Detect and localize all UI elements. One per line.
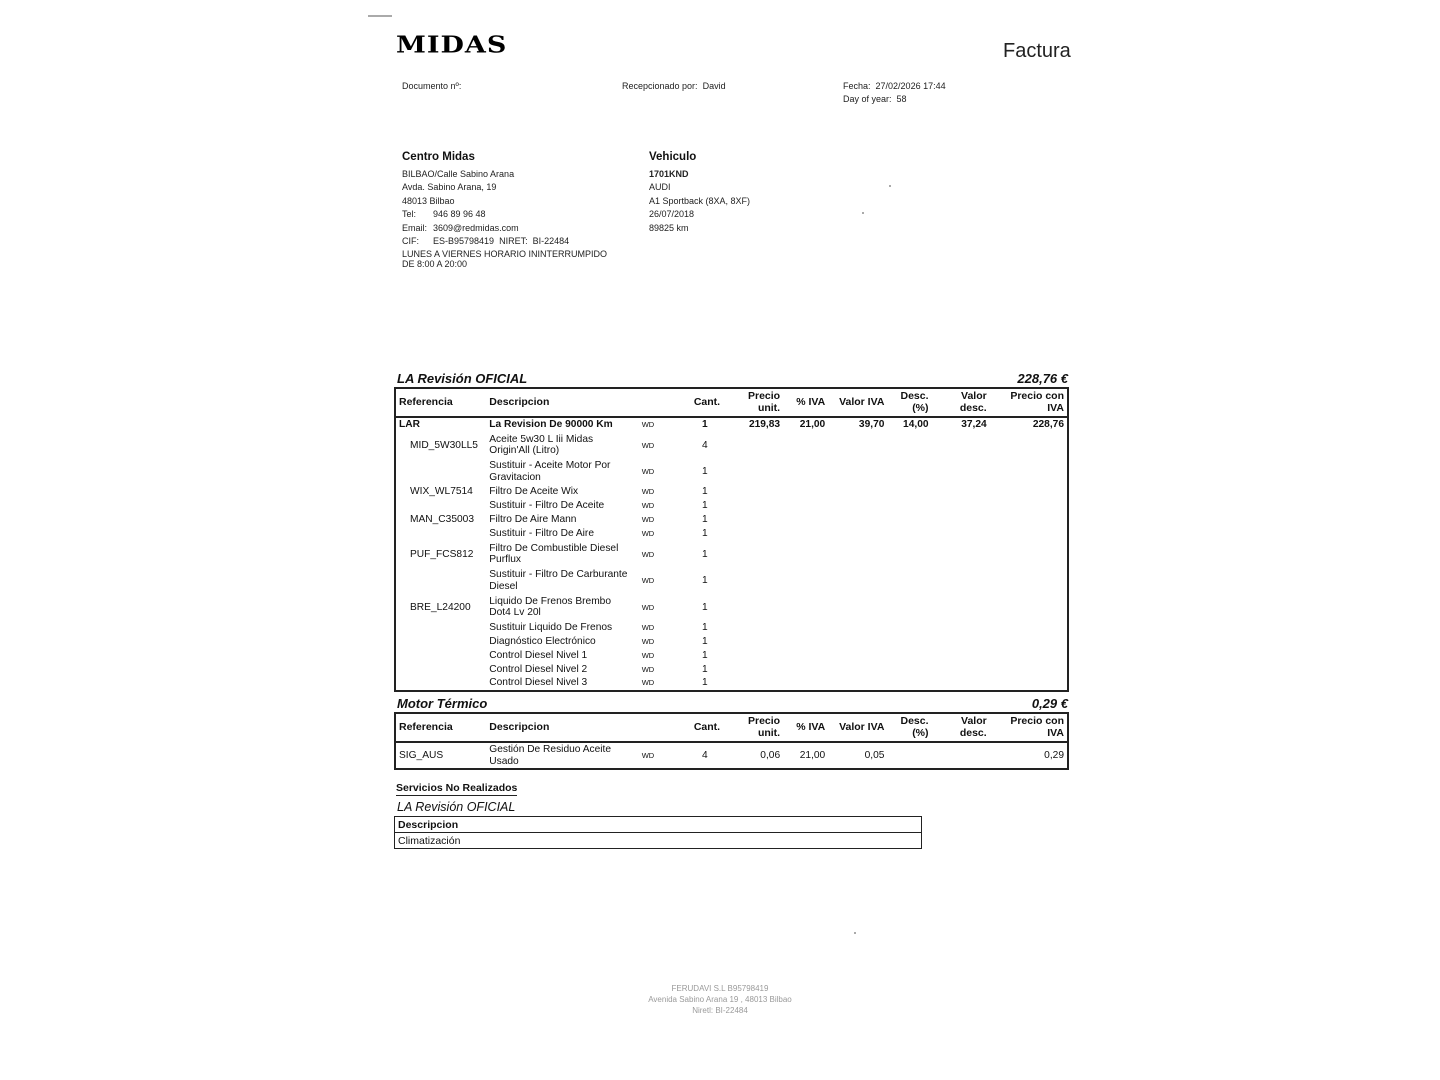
table-row: [395, 513, 1068, 527]
section1-table: [394, 387, 1069, 692]
row-empty-cell: [990, 527, 1068, 541]
day-value: 58: [896, 94, 907, 105]
row-desc: Aceite 5w30 L Iii Midas Origin'All (Litro): [489, 433, 594, 457]
row-empty-cell: [828, 621, 887, 635]
recepcionado-field: [622, 80, 726, 93]
row-empty-cell: [719, 635, 783, 649]
row-empty-cell: [828, 663, 887, 677]
row-empty-cell: [719, 499, 783, 513]
row-empty-cell: [990, 594, 1068, 621]
table-row: [395, 485, 1068, 499]
row-empty-cell: [783, 541, 828, 568]
row-empty-cell: [887, 432, 931, 459]
row-cant: 1: [702, 486, 708, 498]
row-empty-cell: [719, 459, 783, 486]
cif-label: CIF:: [402, 236, 419, 247]
main-desc: La Revision De 90000 Km: [489, 419, 613, 431]
row-desc: Diagnóstico Electrónico: [489, 635, 596, 647]
row-empty-cell: [990, 568, 1068, 595]
row-wd: WD: [641, 664, 655, 674]
main-valor-desc: 37,24: [961, 419, 987, 431]
row-ref: [395, 499, 486, 513]
row-ref: BRE_L24200: [410, 601, 471, 613]
row-empty-cell: [783, 594, 828, 621]
row-empty-cell: [887, 649, 931, 663]
recepcionado-value: David: [702, 81, 726, 91]
row-empty-cell: [828, 635, 887, 649]
footer-line2: Avenida Sabino Arana 19 , 48013 Bilbao: [648, 995, 792, 1004]
row-empty-cell: [719, 649, 783, 663]
main-iva: 21,00: [799, 419, 826, 431]
horario-1: LUNES A VIERNES HORARIO ININTERRUMPIDO: [402, 249, 608, 260]
col-valor-iva: Valor IVA: [828, 388, 887, 417]
row-desc: Control Diesel Nivel 2: [489, 663, 588, 675]
table-row: [395, 527, 1068, 541]
row-desc: Sustituir - Filtro De Carburante Diesel: [489, 569, 628, 592]
table-row: [395, 649, 1068, 663]
row-empty-cell: [887, 459, 931, 486]
col-precio-con-iva: Precio con IVA: [990, 388, 1068, 417]
email-label: Email:: [402, 222, 428, 233]
col-cant: Cant.: [691, 713, 719, 742]
row-wd: WD: [641, 440, 655, 450]
row-empty-cell: [887, 677, 931, 691]
row-empty-cell: [887, 513, 931, 527]
row-desc: Sustituir Liquido De Frenos: [489, 621, 613, 633]
footer: [600, 983, 840, 1016]
niret-value: BI-22484: [532, 236, 570, 247]
table-row: [395, 621, 1068, 635]
row-precio: 0,06: [760, 749, 781, 761]
col-iva: % IVA: [783, 388, 828, 417]
row-cant: 1: [702, 500, 708, 512]
col-precio: Precio unit.: [719, 713, 783, 742]
row-empty-cell: [990, 621, 1068, 635]
row-pciva: 0,29: [1044, 749, 1064, 761]
scan-speck: [854, 932, 856, 934]
documento-field: [402, 80, 461, 93]
row-empty-cell: [932, 527, 990, 541]
col-descripcion: Descripcion: [486, 713, 638, 742]
row-wd: WD: [641, 678, 655, 688]
row-empty-cell: [783, 459, 828, 486]
row-wd: WD: [641, 549, 655, 559]
row-empty-cell: [887, 568, 931, 595]
col-cant: Cant.: [691, 388, 719, 417]
table-row: [395, 635, 1068, 649]
row-empty-cell: [828, 485, 887, 499]
documento-label: Documento nº:: [402, 81, 462, 91]
main-pciva: 228,76: [1032, 419, 1064, 431]
row-desc: Sustituir - Filtro De Aceite: [489, 500, 605, 512]
row-empty-cell: [887, 499, 931, 513]
row-ref: [395, 663, 486, 677]
no-realizados-header-row: [395, 817, 922, 833]
tel-value: 946 89 96 48: [433, 209, 486, 220]
row-empty-cell: [932, 677, 990, 691]
table-row: [395, 499, 1068, 513]
main-wd: WD: [641, 420, 655, 430]
row-empty-cell: [719, 541, 783, 568]
table-row: [395, 677, 1068, 691]
niret-label: NIRET:: [499, 236, 528, 247]
section1-title: LA Revisión OFICIAL: [397, 371, 528, 386]
row-empty-cell: [932, 594, 990, 621]
row-empty-cell: [932, 513, 990, 527]
vehiculo-details: [649, 168, 750, 235]
row-empty-cell: [932, 541, 990, 568]
table-row: [395, 663, 1068, 677]
main-ref: LAR: [399, 419, 420, 431]
midas-logo: MIDAS: [396, 32, 508, 59]
centro-line1: BILBAO/Calle Sabino Arana: [402, 169, 515, 179]
no-realizados-subtitle: LA Revisión OFICIAL: [397, 800, 516, 814]
row-iva: 21,00: [799, 749, 826, 761]
row-empty-cell: [828, 594, 887, 621]
vehiculo-fecha: 26/07/2018: [649, 209, 695, 220]
col-precio: Precio unit.: [719, 388, 783, 417]
row-empty-cell: [990, 485, 1068, 499]
table-row: [395, 833, 922, 849]
row-empty-cell: [990, 649, 1068, 663]
section1-header-row: [395, 388, 1068, 417]
day-label: Day of year:: [843, 94, 892, 105]
row-cant: 1: [702, 575, 708, 586]
row-desc: Filtro De Combustible Diesel Purflux: [489, 542, 619, 566]
row-cant: 1: [702, 635, 708, 647]
row-empty-cell: [783, 621, 828, 635]
row-ref: [395, 621, 486, 635]
fecha-value: 27/02/2026 17:44: [875, 81, 946, 91]
col-precio-con-iva: Precio con IVA: [990, 713, 1068, 742]
row-valor-iva: 0,05: [864, 749, 885, 761]
row-empty-cell: [783, 663, 828, 677]
col-valor-iva: Valor IVA: [828, 713, 887, 742]
row-empty-cell: [932, 485, 990, 499]
main-precio: 219,83: [748, 419, 781, 431]
row-cant: 1: [702, 601, 708, 613]
row-empty-cell: [719, 621, 783, 635]
row-empty-cell: [990, 459, 1068, 486]
row-ref: PUF_FCS812: [410, 548, 474, 560]
row-ref: [395, 677, 486, 691]
main-desc-pct: 14,00: [903, 419, 929, 431]
row-empty-cell: [783, 649, 828, 663]
col-valor-desc: Valor desc.: [932, 713, 990, 742]
row-wd: WD: [641, 487, 655, 497]
row-desc: Control Diesel Nivel 3: [489, 677, 588, 689]
email-value: 3609@redmidas.com: [433, 222, 519, 233]
row-empty-cell: [783, 485, 828, 499]
vehiculo-marca: AUDI: [649, 182, 671, 193]
col-desc: Desc. (%): [887, 713, 931, 742]
no-realizados-title: Servicios No Realizados: [396, 782, 518, 794]
row-ref: SIG_AUS: [399, 749, 444, 761]
row-empty-cell: [719, 485, 783, 499]
col-referencia: Referencia: [395, 388, 486, 417]
horario-2: DE 8:00 A 20:00: [402, 259, 468, 270]
row-empty-cell: [887, 541, 931, 568]
table-row: [395, 594, 1068, 621]
col-desc: Desc. (%): [887, 388, 931, 417]
row-ref: [395, 649, 486, 663]
main-cant: 1: [702, 419, 708, 431]
vehiculo-title: Vehiculo: [649, 151, 697, 163]
col-referencia: Referencia: [395, 713, 486, 742]
row-ref: MAN_C35003: [410, 514, 474, 526]
col-wd: [639, 388, 691, 417]
row-ref: MID_5W30LL5: [410, 439, 478, 451]
row-desc: Filtro De Aceite Wix: [489, 486, 579, 498]
row-ref: [395, 459, 486, 486]
row-cant: 1: [702, 663, 708, 675]
row-empty-cell: [828, 499, 887, 513]
footer-line1: FERUDAVI S.L B95798419: [671, 984, 769, 993]
row-empty-cell: [932, 568, 990, 595]
row-desc: Filtro De Aire Mann: [489, 514, 577, 526]
row-wd: WD: [641, 622, 655, 632]
row-empty-cell: [990, 499, 1068, 513]
row-cant: 1: [702, 528, 708, 540]
recepcionado-label: Recepcionado por:: [622, 81, 698, 91]
row-empty-cell: [783, 527, 828, 541]
section2-title: Motor Térmico: [397, 696, 488, 711]
row-empty-cell: [828, 677, 887, 691]
row-empty-cell: [783, 677, 828, 691]
section2-header-row: [395, 713, 1068, 742]
centro-line3: 48013 Bilbao: [402, 195, 455, 206]
row-ref: [395, 635, 486, 649]
row-empty-cell: [932, 459, 990, 486]
scan-speck: [862, 212, 864, 214]
row-empty-cell: [719, 513, 783, 527]
row-empty-cell: [990, 432, 1068, 459]
row-empty-cell: [990, 513, 1068, 527]
row-wd: WD: [641, 501, 655, 511]
row-empty-cell: [990, 677, 1068, 691]
row-empty-cell: [932, 649, 990, 663]
fecha-block: [843, 80, 946, 107]
row-empty-cell: [828, 649, 887, 663]
col-wd: [639, 713, 691, 742]
col-iva: % IVA: [783, 713, 828, 742]
section2-total: 0,29 €: [1031, 696, 1068, 711]
row-empty-cell: [887, 663, 931, 677]
row-cant: 1: [702, 649, 708, 661]
row-ref: [395, 568, 486, 595]
row-empty-cell: [719, 677, 783, 691]
row-empty-cell: [828, 527, 887, 541]
table-row: [395, 459, 1068, 486]
vehiculo-modelo: A1 Sportback (8XA, 8XF): [649, 195, 751, 206]
section1-total: 228,76 €: [1017, 371, 1068, 386]
row-empty-cell: [783, 499, 828, 513]
scan-speck: [889, 185, 891, 187]
fecha-label: Fecha:: [843, 81, 871, 91]
row-empty-cell: [783, 432, 828, 459]
row-empty-cell: [932, 635, 990, 649]
row-empty-cell: [887, 594, 931, 621]
row-wd: WD: [641, 515, 655, 525]
row-empty-cell: [932, 663, 990, 677]
section2-table: [394, 712, 1069, 770]
row-empty-cell: [887, 485, 931, 499]
row-wd: WD: [641, 750, 655, 760]
row-empty-cell: [828, 432, 887, 459]
row-empty-cell: [990, 541, 1068, 568]
table-row: [395, 541, 1068, 568]
row-desc: Control Diesel Nivel 1: [489, 649, 588, 661]
row-wd: WD: [641, 602, 655, 612]
footer-line3: Niretl: BI-22484: [692, 1006, 748, 1015]
row-empty-cell: [887, 635, 931, 649]
row-desc: Sustituir - Aceite Motor Por Gravitacion: [489, 460, 611, 483]
row-empty-cell: [719, 527, 783, 541]
centro-line2: Avda. Sabino Arana, 19: [402, 182, 497, 193]
row-cant: 1: [702, 514, 708, 526]
row-empty-cell: [990, 663, 1068, 677]
row-empty-cell: [828, 568, 887, 595]
row-empty-cell: [990, 635, 1068, 649]
row-empty-cell: [887, 527, 931, 541]
no-realizados-table: [394, 816, 922, 849]
row-empty-cell: [887, 621, 931, 635]
table-row: [395, 568, 1068, 595]
row-wd: WD: [641, 467, 655, 476]
row-empty-cell: [932, 621, 990, 635]
row-cant: 4: [702, 749, 708, 761]
row-empty-cell: [828, 459, 887, 486]
row-desc: Liquido De Frenos Brembo Dot4 Lv 20l: [489, 595, 612, 619]
row-empty-cell: [828, 541, 887, 568]
vehiculo-km: 89825 km: [649, 222, 689, 233]
document-title: Factura: [1003, 40, 1071, 62]
row-empty-cell: [932, 432, 990, 459]
table-row: [395, 432, 1068, 459]
scan-mark: [368, 15, 392, 17]
row-empty-cell: [932, 499, 990, 513]
no-realizados-header: Descripcion: [395, 817, 922, 833]
row-wd: WD: [641, 576, 655, 585]
row-cant: 4: [702, 439, 708, 451]
row-cant: 1: [702, 677, 708, 689]
centro-title: Centro Midas: [402, 151, 475, 163]
row-empty-cell: [783, 635, 828, 649]
row-empty-cell: [719, 594, 783, 621]
row-valor-desc: [932, 742, 990, 769]
row-wd: WD: [641, 636, 655, 646]
row-cant: 1: [702, 621, 708, 633]
row-empty-cell: [719, 432, 783, 459]
col-descripcion: Descripcion: [486, 388, 638, 417]
row-wd: WD: [641, 529, 655, 539]
row-ref: [395, 527, 486, 541]
table-row: [395, 742, 1068, 769]
row-empty-cell: [719, 568, 783, 595]
row-cant: 1: [702, 466, 708, 477]
row-desc: Sustituir - Filtro De Aire: [489, 528, 594, 540]
row-cant: 1: [702, 548, 708, 560]
row-empty-cell: [783, 568, 828, 595]
row-desc: Gestión De Residuo Aceite Usado: [489, 744, 612, 767]
table-row-main: [395, 417, 1068, 432]
cif-value: ES-B95798419: [433, 236, 495, 247]
row-empty-cell: [783, 513, 828, 527]
col-valor-desc: Valor desc.: [932, 388, 990, 417]
row-empty-cell: [828, 513, 887, 527]
row-wd: WD: [641, 650, 655, 660]
no-realizados-row: Climatización: [395, 833, 922, 849]
row-empty-cell: [719, 663, 783, 677]
row-desc-pct: [887, 742, 931, 769]
vehiculo-matricula: 1701KND: [649, 169, 689, 179]
tel-label: Tel:: [402, 209, 417, 220]
main-valor-iva: 39,70: [858, 419, 885, 431]
centro-details: [402, 168, 622, 269]
row-ref: WIX_WL7514: [410, 486, 473, 498]
